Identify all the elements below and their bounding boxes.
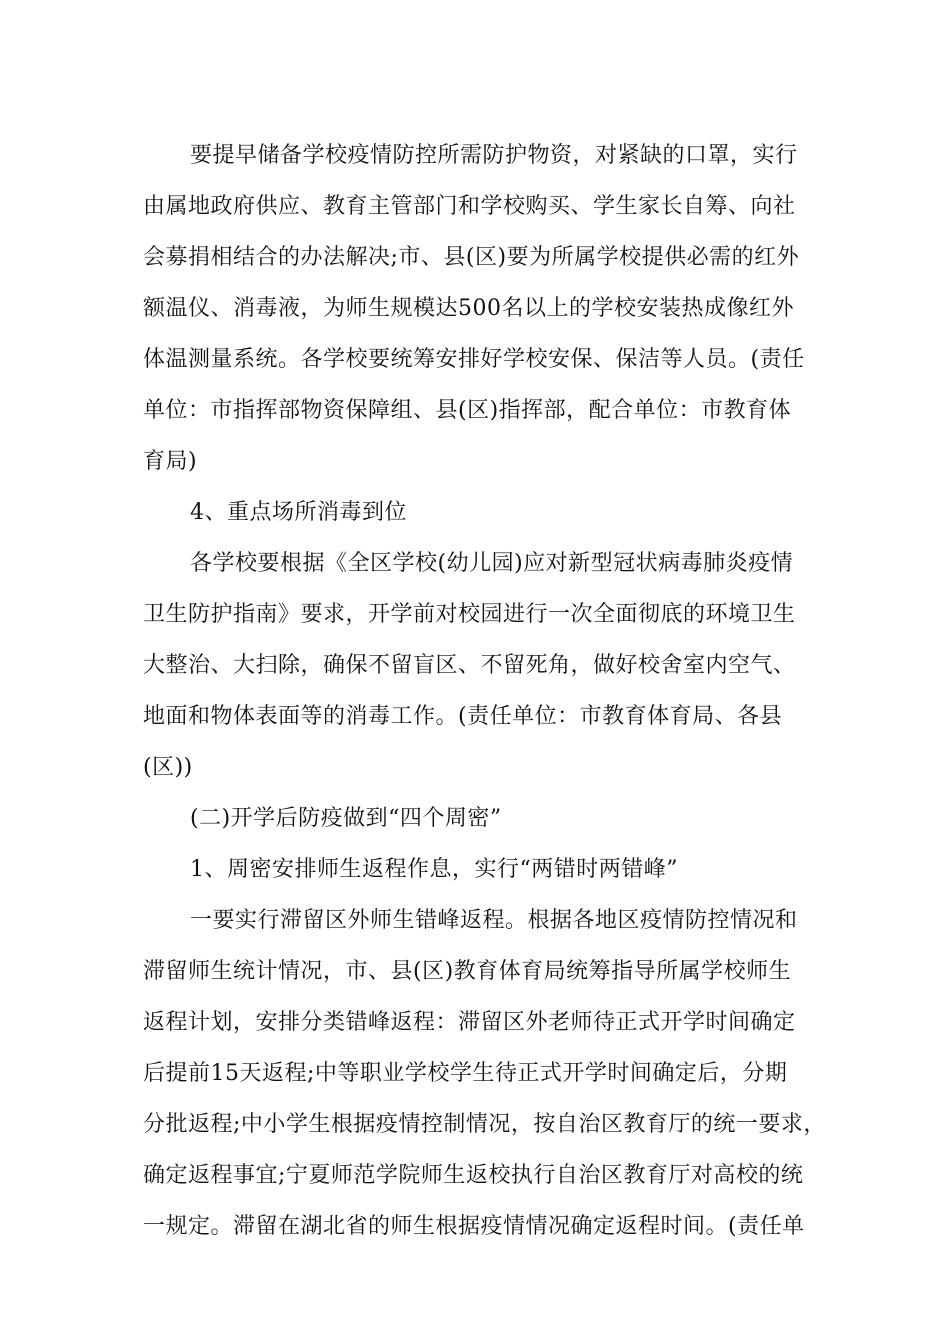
section-heading: 4、重点场所消毒到位 [190,500,407,525]
section-heading: 1、周密安排师生返程作息，实行“两错时两错峰” [190,857,678,882]
paragraph-line: 大整治、大扫除，确保不留盲区、不留死角，做好校舍室内空气、 [143,653,796,678]
paragraph-line: 一要实行滞留区外师生错峰返程。根据各地区疫情防控情况和 [190,908,798,933]
paragraph-line: 分批返程;中小学生根据疫情控制情况，按自治区教育厅的统一要求， [143,1112,826,1137]
paragraph-line: 后提前15天返程;中等职业学校学生待正式开学时间确定后，分期 [143,1061,788,1086]
paragraph-line: 返程计划，安排分类错峰返程：滞留区外老师待正式开学时间确定 [143,1010,796,1035]
paragraph-line: 一规定。滞留在湖北省的师生根据疫情情况确定返程时间。(责任单 [143,1214,805,1239]
paragraph-line: 确定返程事宜;宁夏师范学院师生返校执行自治区教育厅对高校的统 [143,1163,804,1188]
paragraph-line: 会募捐相结合的办法解决;市、县(区)要为所属学校提供必需的红外 [143,245,800,270]
section-heading: (二)开学后防疫做到“四个周密” [190,806,502,831]
paragraph-line: 由属地政府供应、教育主管部门和学校购买、学生家长自筹、向社 [143,194,796,219]
paragraph-line: 各学校要根据《全区学校(幼儿园)应对新型冠状病毒肺炎疫情 [190,551,794,576]
paragraph-line: 滞留师生统计情况，市、县(区)教育体育局统筹指导所属学校师生 [143,959,792,984]
paragraph-line: 地面和物体表面等的消毒工作。(责任单位：市教育体育局、各县 [143,704,783,729]
paragraph-line: 卫生防护指南》要求，开学前对校园进行一次全面彻底的环境卫生 [143,602,796,627]
paragraph-line: 体温测量系统。各学校要统筹安排好学校安保、保洁等人员。(责任 [143,347,805,372]
paragraph-line: 要提早储备学校疫情防控所需防护物资，对紧缺的口罩，实行 [190,143,798,168]
document-body [143,130,826,1252]
paragraph-line: (区)) [143,755,193,780]
paragraph-line: 育局) [143,449,198,474]
paragraph-line: 单位：市指挥部物资保障组、县(区)指挥部，配合单位：市教育体 [143,398,792,423]
paragraph-line: 额温仪、消毒液，为师生规模达500名以上的学校安装热成像红外 [143,296,794,321]
